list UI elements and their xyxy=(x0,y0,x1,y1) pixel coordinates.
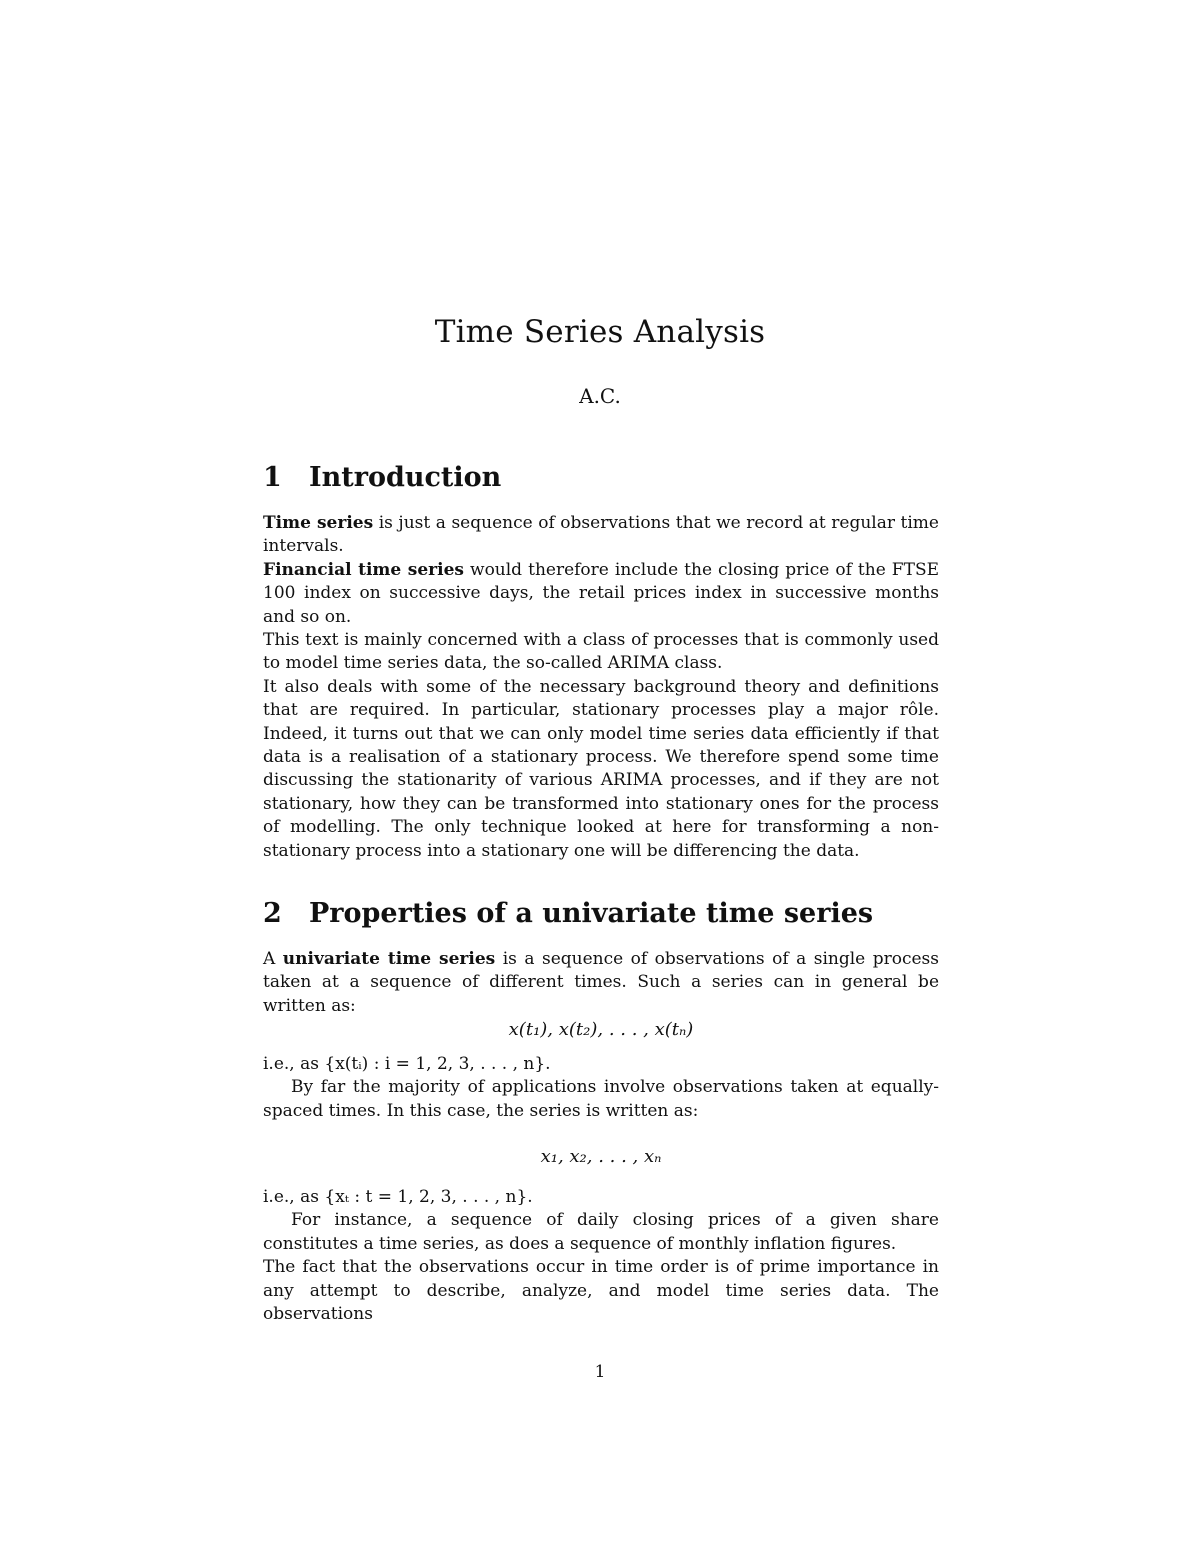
paragraph xyxy=(263,948,939,1018)
paragraph: The fact that the observations occur in time order is of prime importance in any attempt to describe, analyze, and model time series data. The observations xyxy=(263,1257,939,1325)
paragraph xyxy=(263,512,939,559)
page-number: 1 xyxy=(594,1362,606,1382)
section-1-body xyxy=(263,512,939,863)
paragraph: By far the majority of applications involve observations taken at equally-spaced times. In this case, the series is written as: xyxy=(263,1077,939,1121)
section-1-heading xyxy=(263,462,501,493)
section-title: Introduction xyxy=(309,462,502,493)
section-2-body xyxy=(263,1186,939,1326)
equation-1: x(t₁), x(t₂), . . . , x(tₙ) xyxy=(508,1019,694,1040)
paragraph: This text is mainly concerned with a class of processes that is commonly used to model time series data, the so-called ARIMA class. xyxy=(263,630,939,674)
section-number: 1 xyxy=(263,462,282,493)
document-title: Time Series Analysis xyxy=(434,314,766,350)
section-2-intro xyxy=(263,948,939,1018)
section-title: Properties of a univariate time series xyxy=(309,898,874,929)
section-2-middle xyxy=(263,1053,939,1123)
paragraph: For instance, a sequence of daily closing prices of a given share constitutes a time series, as does a sequence of monthly inflation figures. xyxy=(263,1210,939,1254)
paragraph-text: is a sequence of observations of a single process taken at a sequence of different times. Such a series can in general be written as: xyxy=(263,949,939,1016)
paragraph xyxy=(263,559,939,629)
bold-term: Financial time series xyxy=(263,559,464,580)
bold-term: univariate time series xyxy=(282,949,496,969)
paragraph-text: would therefore include the closing price of the FTSE 100 index on successive days, the retail prices index in successive months and so on. xyxy=(263,559,939,627)
paragraph: i.e., as {xₜ : t = 1, 2, 3, . . . , n}. xyxy=(263,1187,533,1207)
paragraph: i.e., as {x(tᵢ) : i = 1, 2, 3, . . . , n}. xyxy=(263,1054,551,1074)
equation-2: x₁, x₂, . . . , xₙ xyxy=(540,1146,662,1167)
section-2-heading xyxy=(263,898,873,929)
paragraph-text: is just a sequence of observations that we record at regular time intervals. xyxy=(263,513,939,557)
paragraph-text: A xyxy=(263,949,283,969)
paragraph: It also deals with some of the necessary background theory and definitions that are required. In particular, stationary processes play a major rôle. Indeed, it turns out that we can only model time series data efficiently if that data is a realisation of a stationary process. We therefore spend some time discussing the stationarity of various ARIMA processes, and if they are not stationary, how they can be transformed into stationary ones for the process of modelling. The only technique looked at here for transforming a non-stationary process into a stationary one will be differencing the data. xyxy=(263,676,939,861)
author: A.C. xyxy=(579,384,621,408)
section-number: 2 xyxy=(263,898,282,929)
bold-term: Time series xyxy=(263,513,374,533)
